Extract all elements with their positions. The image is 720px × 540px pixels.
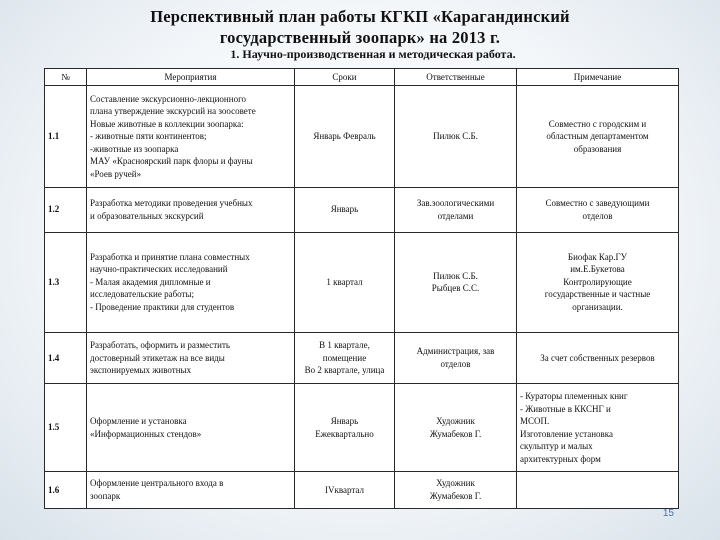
cell-text-line: - Животные в ККСНГ и [520, 403, 611, 414]
cell-text-line: -животные из зоопарка [90, 143, 179, 154]
cell-text-line: достоверный этикетаж на все виды [90, 352, 225, 363]
cell-number: 1.4 [45, 332, 87, 384]
table-header-row [45, 69, 679, 86]
cell-text-line: Контролирующие [563, 276, 632, 287]
cell-text-line: - животные пяти континентов; [90, 131, 207, 142]
cell-text-line: Оформление центрального входа в [90, 478, 224, 489]
column-header-number: № [45, 69, 87, 86]
cell-responsible [395, 332, 517, 384]
cell-text-line: отделов [582, 210, 613, 221]
cell-number: 1.1 [45, 86, 87, 188]
cell-text-line: государственные и частные [544, 289, 651, 300]
cell-text-line: Разработка и принятие плана совместных [90, 251, 250, 262]
cell-text-line: Совместно с заведующими [545, 198, 650, 209]
cell-number: 1.3 [45, 232, 87, 332]
cell-activity [87, 187, 295, 232]
page-number: 15 [662, 508, 674, 519]
cell-text-line: Администрация, зав [416, 346, 495, 357]
cell-dates [295, 471, 395, 508]
cell-text-line: Художник [436, 416, 475, 427]
table-row [45, 232, 679, 332]
cell-text-line: - Проведение практики для студентов [90, 301, 235, 312]
cell-responsible [395, 187, 517, 232]
cell-text-line: Составление экскурсионно-лекционного [90, 93, 247, 104]
table-row [45, 86, 679, 188]
cell-note [517, 187, 679, 232]
cell-text-line: Зав.зоологическими [416, 198, 495, 209]
cell-text-line: За счет собственных резервов [540, 352, 655, 363]
cell-text-line: Январь Февраль [313, 131, 376, 142]
cell-text-line: архитектурных форм [520, 453, 601, 464]
cell-dates [295, 187, 395, 232]
cell-text-line: областным департаментом [546, 131, 649, 142]
cell-text-line: МСОП. [520, 416, 550, 427]
cell-note [517, 471, 679, 508]
table-row [45, 384, 679, 472]
cell-text-line: организации. [572, 301, 623, 312]
cell-note [517, 232, 679, 332]
section-title: 1. Научно-производственная и методическая работа. [230, 47, 516, 61]
table-row [45, 187, 679, 232]
cell-text-line: плана утверждение экскурсий на зоосовете [90, 106, 256, 117]
cell-text-line: им.Е.Букетова [570, 264, 625, 275]
cell-text-line: Жумабеков Г. [429, 490, 482, 501]
cell-note [517, 86, 679, 188]
column-header-notes: Примечание [517, 69, 679, 86]
cell-activity [87, 86, 295, 188]
cell-text-line: «Роев ручей» [90, 168, 142, 179]
cell-activity [87, 471, 295, 508]
cell-number: 1.2 [45, 187, 87, 232]
cell-dates [295, 232, 395, 332]
cell-text-line: Январь [330, 204, 359, 215]
column-header-responsible: Ответственные [395, 69, 517, 86]
cell-text-line: Разработать, оформить и разместить [90, 340, 231, 351]
cell-text-line: «Информационных стендов» [90, 428, 202, 439]
cell-text-line: Пилюк С.Б. [433, 270, 478, 281]
cell-text-line: Ежеквартально [315, 428, 374, 439]
work-plan-table [44, 68, 679, 509]
cell-dates [295, 332, 395, 384]
cell-text-line: 1 квартал [326, 276, 363, 287]
cell-text-line: Изготовление установка [520, 428, 614, 439]
cell-text-line: образования [573, 143, 622, 154]
table-row [45, 471, 679, 508]
column-header-activities: Мероприятия [87, 69, 295, 86]
cell-activity [87, 384, 295, 472]
cell-text-line: Биофак Кар.ГУ [567, 251, 628, 262]
cell-note [517, 332, 679, 384]
cell-responsible [395, 232, 517, 332]
cell-activity [87, 232, 295, 332]
cell-text-line: Разработка методики проведения учебных [90, 198, 253, 209]
cell-text-line: отделов [440, 358, 471, 369]
cell-text-line: Январь [330, 416, 359, 427]
cell-text-line: IVквартал [325, 484, 364, 495]
cell-text-line: отделами [437, 210, 474, 221]
cell-text-line: - Малая академия дипломные и [90, 276, 211, 287]
table-body [45, 86, 679, 509]
cell-text-line: МАУ «Красноярский парк флоры и фауны [90, 156, 253, 167]
document-title [0, 6, 720, 48]
cell-text-line: исследовательские работы; [90, 289, 195, 300]
cell-text-line: Во 2 квартале, улица [304, 365, 385, 376]
cell-text-line: Совместно с городским и [548, 118, 647, 129]
cell-text-line: научно-практических исследований [90, 264, 228, 275]
cell-number: 1.5 [45, 384, 87, 472]
cell-activity [87, 332, 295, 384]
column-header-dates: Сроки [295, 69, 395, 86]
cell-responsible [395, 471, 517, 508]
cell-number: 1.6 [45, 471, 87, 508]
table-row [45, 332, 679, 384]
cell-text-line: Рыбцев С.С. [431, 283, 480, 294]
cell-dates [295, 384, 395, 472]
title-line-2: государственный зоопарк» на 2013 г. [219, 28, 501, 47]
cell-text-line: экспонируемых животных [90, 365, 192, 376]
cell-responsible [395, 86, 517, 188]
cell-text-line: и образовательных экскурсий [90, 210, 204, 221]
cell-text-line: Оформление и установка [90, 416, 187, 427]
cell-text-line: зоопарк [90, 490, 121, 501]
cell-text-line: Пилюк С.Б. [433, 131, 478, 142]
cell-text-line: - Кураторы племенных книг [520, 391, 628, 402]
cell-responsible [395, 384, 517, 472]
cell-note [517, 384, 679, 472]
cell-text-line: Художник [436, 478, 475, 489]
cell-text-line: скульптур и малых [520, 441, 593, 452]
cell-text-line: помещение [322, 352, 367, 363]
cell-dates [295, 86, 395, 188]
cell-text-line: В 1 квартале, [319, 340, 370, 351]
cell-text-line: Новые животные в коллекции зоопарка: [90, 118, 244, 129]
cell-text-line: Жумабеков Г. [429, 428, 482, 439]
title-line-1: Перспективный план работы КГКП «Карагандинский [150, 7, 570, 26]
